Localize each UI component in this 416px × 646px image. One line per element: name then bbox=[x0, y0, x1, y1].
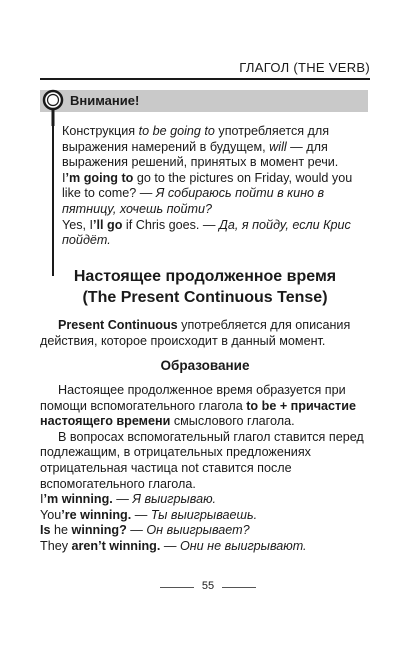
bold-run: ’m winning. bbox=[43, 492, 113, 507]
bold-run: ’ll go bbox=[93, 217, 123, 232]
formation-example-2 bbox=[40, 508, 368, 524]
text-run: — bbox=[126, 523, 147, 538]
text-run: They bbox=[40, 538, 72, 553]
text-run: — для выражения решений, принятых в момент речи. bbox=[62, 139, 339, 170]
header-rule bbox=[40, 78, 370, 80]
formation-example-3 bbox=[40, 523, 368, 539]
section-title bbox=[40, 266, 370, 308]
bold-run: Is bbox=[40, 523, 51, 538]
attention-example-2 bbox=[62, 218, 366, 249]
bold-run: ’m going to bbox=[65, 170, 134, 185]
translation: Я собираюсь пойти в кино в пятницу, хочешь пойти? bbox=[62, 186, 325, 216]
text-run: — bbox=[112, 492, 133, 507]
bold-run: ’re winning. bbox=[61, 507, 132, 522]
section-intro bbox=[40, 318, 368, 349]
bold-run: to be + причастие настоящего времени bbox=[40, 398, 356, 429]
text-run: if Chris goes. — bbox=[122, 217, 220, 232]
text-run: смыслового глагола. bbox=[170, 414, 295, 429]
text-run: I bbox=[40, 492, 44, 507]
formation-paragraph-2: В вопросах вспомогательный глагол ставится перед подлежащим, в отрицательных предложениях отрицательная частица not ставится после вспомогательного глагола. bbox=[40, 429, 364, 491]
bold-run: winning? bbox=[71, 523, 127, 538]
translation: Я выигрываю. bbox=[132, 492, 217, 507]
text-run: go to the pictures on Friday, would you like to come? — bbox=[62, 170, 353, 201]
section-title-ru: Настоящее продолженное время bbox=[73, 268, 337, 285]
attention-left-rule bbox=[52, 112, 54, 276]
bold-run: Present Continuous bbox=[58, 318, 178, 332]
attention-example-1 bbox=[62, 171, 366, 218]
text-run: I bbox=[62, 170, 66, 185]
page-number: 55 bbox=[201, 580, 215, 592]
text-run: — bbox=[160, 538, 180, 553]
formation-example-1 bbox=[40, 492, 368, 508]
running-header: ГЛАГОЛ (THE VERB) bbox=[239, 60, 370, 75]
term: will bbox=[269, 139, 287, 154]
text-run: he bbox=[50, 523, 72, 538]
formation-example-4 bbox=[40, 539, 368, 555]
text-run: Настоящее продолженное время образуется при помощи вспомогательного глагола bbox=[40, 383, 346, 413]
text-run: You bbox=[40, 507, 62, 522]
translation: Они не выигрывают. bbox=[179, 538, 307, 553]
bold-run: aren’t winning. bbox=[71, 538, 161, 553]
term: to be going to bbox=[138, 124, 215, 138]
text-run: употребляется для выражения намерений в будущем, bbox=[62, 124, 330, 154]
formation-paragraph-1 bbox=[40, 383, 368, 430]
attention-title: Внимание! bbox=[70, 93, 140, 108]
translation: Он выигрывает? bbox=[146, 523, 250, 538]
attention-paragraph bbox=[62, 124, 366, 171]
section-title-en: (The Present Continuous Tense) bbox=[82, 289, 328, 306]
translation: Да, я пойду, если Крис пойдёт. bbox=[62, 217, 351, 248]
formation-title: Образование bbox=[160, 358, 250, 373]
text-run: Конструкция bbox=[62, 124, 139, 138]
text-run: Yes, I bbox=[62, 217, 94, 232]
translation: Ты выигрываешь. bbox=[150, 507, 258, 522]
formation-body bbox=[40, 383, 368, 555]
text-run: употребляется для описания действия, которое происходит в данный момент. bbox=[40, 318, 351, 348]
text-run: — bbox=[131, 507, 151, 522]
page-number-rule-right bbox=[222, 587, 256, 588]
attention-body bbox=[62, 124, 366, 249]
